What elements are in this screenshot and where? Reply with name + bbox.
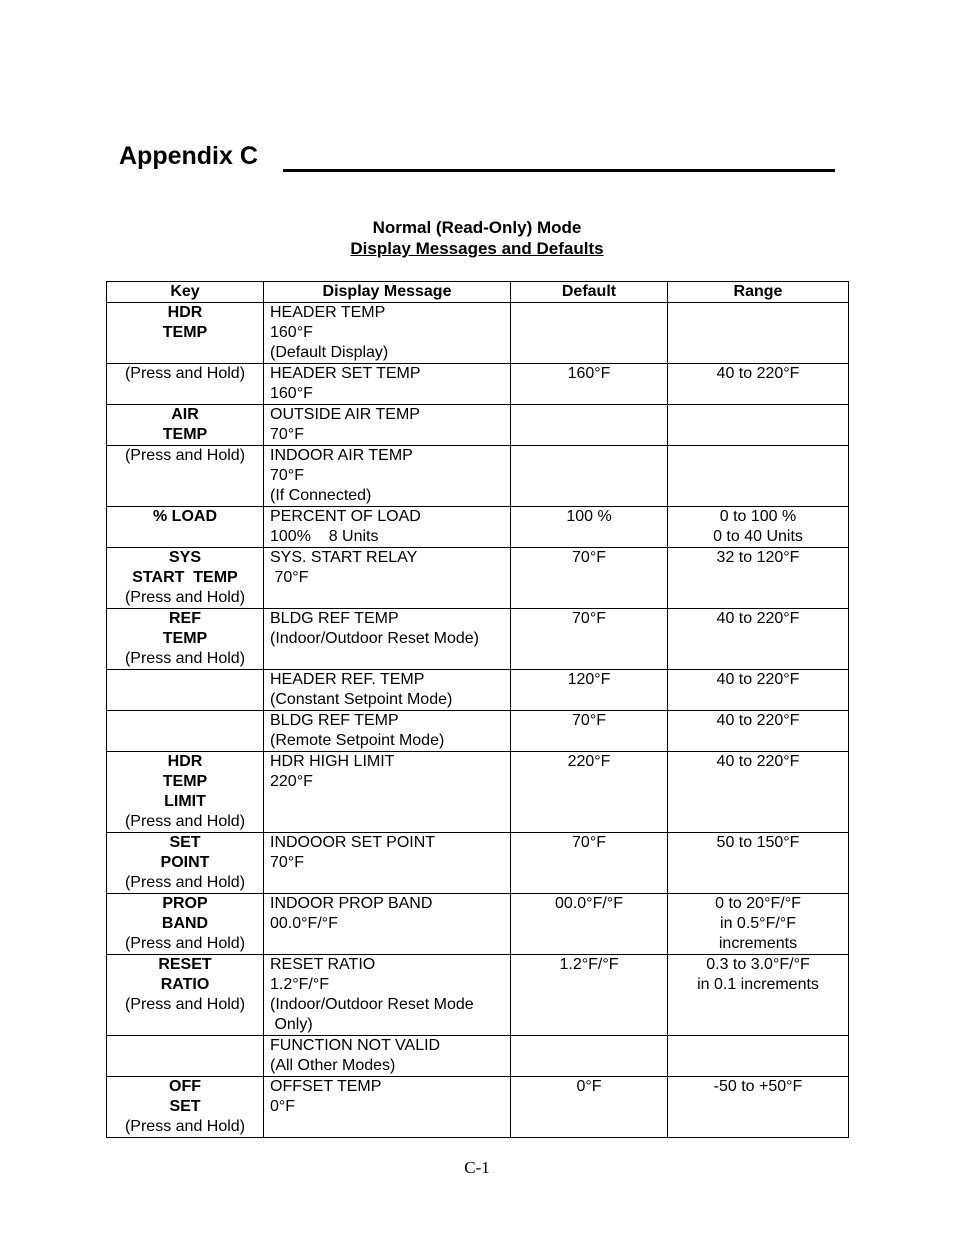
- range-value: 0 to 20°F/°F: [715, 895, 801, 912]
- table-row: [107, 405, 849, 446]
- range-value: increments: [718, 935, 798, 952]
- range-cell: [668, 303, 849, 364]
- default-value: 00.0°F/°F: [555, 895, 623, 912]
- page-number: C-1: [464, 1158, 490, 1177]
- display-message-line: HDR HIGH LIMIT: [270, 753, 395, 770]
- table-row: [107, 364, 849, 405]
- default-cell: [511, 894, 668, 955]
- key-label: BAND: [161, 915, 209, 932]
- range-cell: [668, 1036, 849, 1077]
- table-row: [107, 1077, 849, 1138]
- display-message-line: (Indoor/Outdoor Reset Mode: [270, 996, 474, 1013]
- key-label: SET: [169, 1098, 201, 1115]
- default-value: 70°F: [572, 712, 606, 729]
- range-value: 0 to 40 Units: [713, 528, 803, 545]
- appendix-heading: [119, 139, 835, 179]
- display-message-line: INDOOR PROP BAND: [270, 895, 433, 912]
- display-message-line: INDOOR AIR TEMP: [270, 447, 413, 464]
- range-value: -50 to +50°F: [713, 1078, 803, 1095]
- key-cell: [107, 1036, 264, 1077]
- table-row: [107, 833, 849, 894]
- default-cell: [511, 507, 668, 548]
- display-message-cell: [264, 955, 511, 1036]
- display-message-line: 220°F: [270, 773, 313, 790]
- display-message-cell: [264, 507, 511, 548]
- key-cell: [107, 670, 264, 711]
- display-message-cell: [264, 670, 511, 711]
- display-message-line: 160°F: [270, 385, 313, 402]
- display-message-line: OUTSIDE AIR TEMP: [270, 406, 420, 423]
- column-header-default: Default: [511, 282, 668, 303]
- display-message-line: (All Other Modes): [270, 1057, 396, 1074]
- key-cell: [107, 364, 264, 405]
- default-cell: [511, 1077, 668, 1138]
- display-messages-table: [106, 281, 849, 1138]
- key-note: (Press and Hold): [124, 813, 246, 830]
- range-cell: [668, 609, 849, 670]
- range-cell: [668, 752, 849, 833]
- range-value: 40 to 220°F: [716, 753, 800, 770]
- table-row: [107, 752, 849, 833]
- display-message-line: BLDG REF TEMP: [270, 610, 399, 627]
- display-message-cell: [264, 405, 511, 446]
- key-cell: [107, 303, 264, 364]
- display-message-line: 70°F: [270, 854, 304, 871]
- default-value: 70°F: [572, 610, 606, 627]
- table-header-row: [107, 282, 849, 303]
- range-value: in 0.1 increments: [697, 976, 819, 993]
- key-cell: [107, 1077, 264, 1138]
- range-cell: [668, 670, 849, 711]
- key-note: (Press and Hold): [124, 1118, 246, 1135]
- default-cell: [511, 548, 668, 609]
- key-cell: [107, 446, 264, 507]
- range-cell: [668, 405, 849, 446]
- range-cell: [668, 548, 849, 609]
- display-message-line: (If Connected): [270, 487, 372, 504]
- key-cell: [107, 711, 264, 752]
- key-cell: [107, 752, 264, 833]
- display-message-cell: [264, 1077, 511, 1138]
- key-cell: [107, 955, 264, 1036]
- display-message-line: 70°F: [270, 426, 304, 443]
- page-title: Appendix C: [119, 142, 258, 170]
- display-message-cell: [264, 752, 511, 833]
- default-cell: [511, 303, 668, 364]
- range-cell: [668, 711, 849, 752]
- default-cell: [511, 711, 668, 752]
- range-value: 0.3 to 3.0°F/°F: [706, 956, 810, 973]
- key-label: % LOAD: [153, 508, 217, 525]
- display-message-line: (Indoor/Outdoor Reset Mode): [270, 630, 479, 647]
- key-note: (Press and Hold): [124, 447, 246, 464]
- default-cell: [511, 752, 668, 833]
- key-cell: [107, 548, 264, 609]
- key-label: TEMP: [162, 773, 208, 790]
- display-message-line: (Default Display): [270, 344, 389, 361]
- key-cell: [107, 405, 264, 446]
- display-message-cell: [264, 833, 511, 894]
- display-message-cell: [264, 446, 511, 507]
- key-label: HDR: [167, 753, 203, 770]
- key-label: LIMIT: [164, 793, 206, 810]
- table-row: [107, 609, 849, 670]
- table-row: [107, 1036, 849, 1077]
- range-value: 32 to 120°F: [716, 549, 800, 566]
- key-note: (Press and Hold): [124, 874, 246, 891]
- default-value: 160°F: [567, 365, 611, 382]
- display-message-line: HEADER SET TEMP: [270, 365, 421, 382]
- key-label: SYS: [168, 549, 201, 566]
- range-cell: [668, 894, 849, 955]
- range-cell: [668, 955, 849, 1036]
- title-rule: [283, 169, 835, 172]
- display-message-line: 70°F: [270, 467, 304, 484]
- key-note: (Press and Hold): [124, 589, 246, 606]
- key-label: PROP: [162, 895, 208, 912]
- display-message-line: INDOOOR SET POINT: [270, 834, 436, 851]
- display-message-line: HEADER TEMP: [270, 304, 386, 321]
- display-message-cell: [264, 711, 511, 752]
- range-value: 40 to 220°F: [716, 610, 800, 627]
- key-cell: [107, 609, 264, 670]
- default-cell: [511, 364, 668, 405]
- key-note: (Press and Hold): [124, 996, 246, 1013]
- default-cell: [511, 670, 668, 711]
- display-message-cell: [264, 609, 511, 670]
- key-label: OFF: [169, 1078, 201, 1095]
- display-message-line: SYS. START RELAY: [270, 549, 418, 566]
- table-row: [107, 955, 849, 1036]
- range-cell: [668, 364, 849, 405]
- default-cell: [511, 833, 668, 894]
- key-label: RATIO: [160, 976, 210, 993]
- key-label: POINT: [160, 854, 210, 871]
- key-label: START TEMP: [132, 569, 238, 586]
- range-value: in 0.5°F/°F: [720, 915, 796, 932]
- default-cell: [511, 405, 668, 446]
- default-value: 70°F: [572, 834, 606, 851]
- display-message-cell: [264, 548, 511, 609]
- key-note: (Press and Hold): [124, 935, 246, 952]
- range-value: 40 to 220°F: [716, 712, 800, 729]
- display-message-line: 00.0°F/°F: [270, 915, 338, 932]
- key-label: RESET: [158, 956, 212, 973]
- key-cell: [107, 507, 264, 548]
- display-message-line: OFFSET TEMP: [270, 1078, 382, 1095]
- range-value: 40 to 220°F: [716, 365, 800, 382]
- key-label: HDR: [167, 304, 203, 321]
- key-cell: [107, 833, 264, 894]
- table-row: [107, 894, 849, 955]
- range-value: 50 to 150°F: [716, 834, 800, 851]
- table-row: [107, 303, 849, 364]
- key-label: REF: [169, 610, 201, 627]
- key-note: (Press and Hold): [124, 365, 246, 382]
- display-message-cell: [264, 364, 511, 405]
- default-cell: [511, 955, 668, 1036]
- display-message-line: HEADER REF. TEMP: [270, 671, 425, 688]
- table-row: [107, 507, 849, 548]
- display-message-line: FUNCTION NOT VALID: [270, 1037, 441, 1054]
- range-cell: [668, 833, 849, 894]
- display-message-line: 1.2°F/°F: [270, 976, 330, 993]
- display-message-line: 70°F: [270, 569, 309, 586]
- column-header-display-message: Display Message: [264, 282, 511, 303]
- default-value: 1.2°F/°F: [559, 956, 619, 973]
- default-cell: [511, 609, 668, 670]
- table-row: [107, 670, 849, 711]
- range-cell: [668, 507, 849, 548]
- key-label: AIR: [171, 406, 199, 423]
- default-value: 0°F: [576, 1078, 602, 1095]
- display-message-cell: [264, 303, 511, 364]
- section-subtitle-underlined: Display Messages and Defaults: [350, 239, 604, 258]
- key-cell: [107, 894, 264, 955]
- default-cell: [511, 446, 668, 507]
- range-value: 40 to 220°F: [716, 671, 800, 688]
- key-label: TEMP: [162, 630, 208, 647]
- display-message-line: BLDG REF TEMP: [270, 712, 399, 729]
- range-cell: [668, 1077, 849, 1138]
- display-message-line: 0°F: [270, 1098, 296, 1115]
- table-row: [107, 446, 849, 507]
- default-cell: [511, 1036, 668, 1077]
- display-message-line: 100% 8 Units: [270, 528, 379, 545]
- default-value: 120°F: [567, 671, 611, 688]
- display-message-line: (Remote Setpoint Mode): [270, 732, 445, 749]
- key-label: TEMP: [162, 324, 208, 341]
- display-message-line: 160°F: [270, 324, 313, 341]
- default-value: 100 %: [566, 508, 612, 525]
- table-row: [107, 711, 849, 752]
- table-body: [107, 303, 849, 1138]
- default-value: 220°F: [567, 753, 611, 770]
- range-cell: [668, 446, 849, 507]
- column-header-key: Key: [107, 282, 264, 303]
- table-row: [107, 548, 849, 609]
- display-message-cell: [264, 1036, 511, 1077]
- display-message-line: Only): [270, 1016, 313, 1033]
- display-message-cell: [264, 894, 511, 955]
- display-message-line: (Constant Setpoint Mode): [270, 691, 453, 708]
- column-header-range: Range: [668, 282, 849, 303]
- display-message-line: RESET RATIO: [270, 956, 376, 973]
- range-value: 0 to 100 %: [719, 508, 797, 525]
- key-label: SET: [169, 834, 201, 851]
- key-note: (Press and Hold): [124, 650, 246, 667]
- default-value: 70°F: [572, 549, 606, 566]
- display-message-line: PERCENT OF LOAD: [270, 508, 421, 525]
- section-subtitle: Normal (Read-Only) Mode: [372, 218, 582, 237]
- key-label: TEMP: [162, 426, 208, 443]
